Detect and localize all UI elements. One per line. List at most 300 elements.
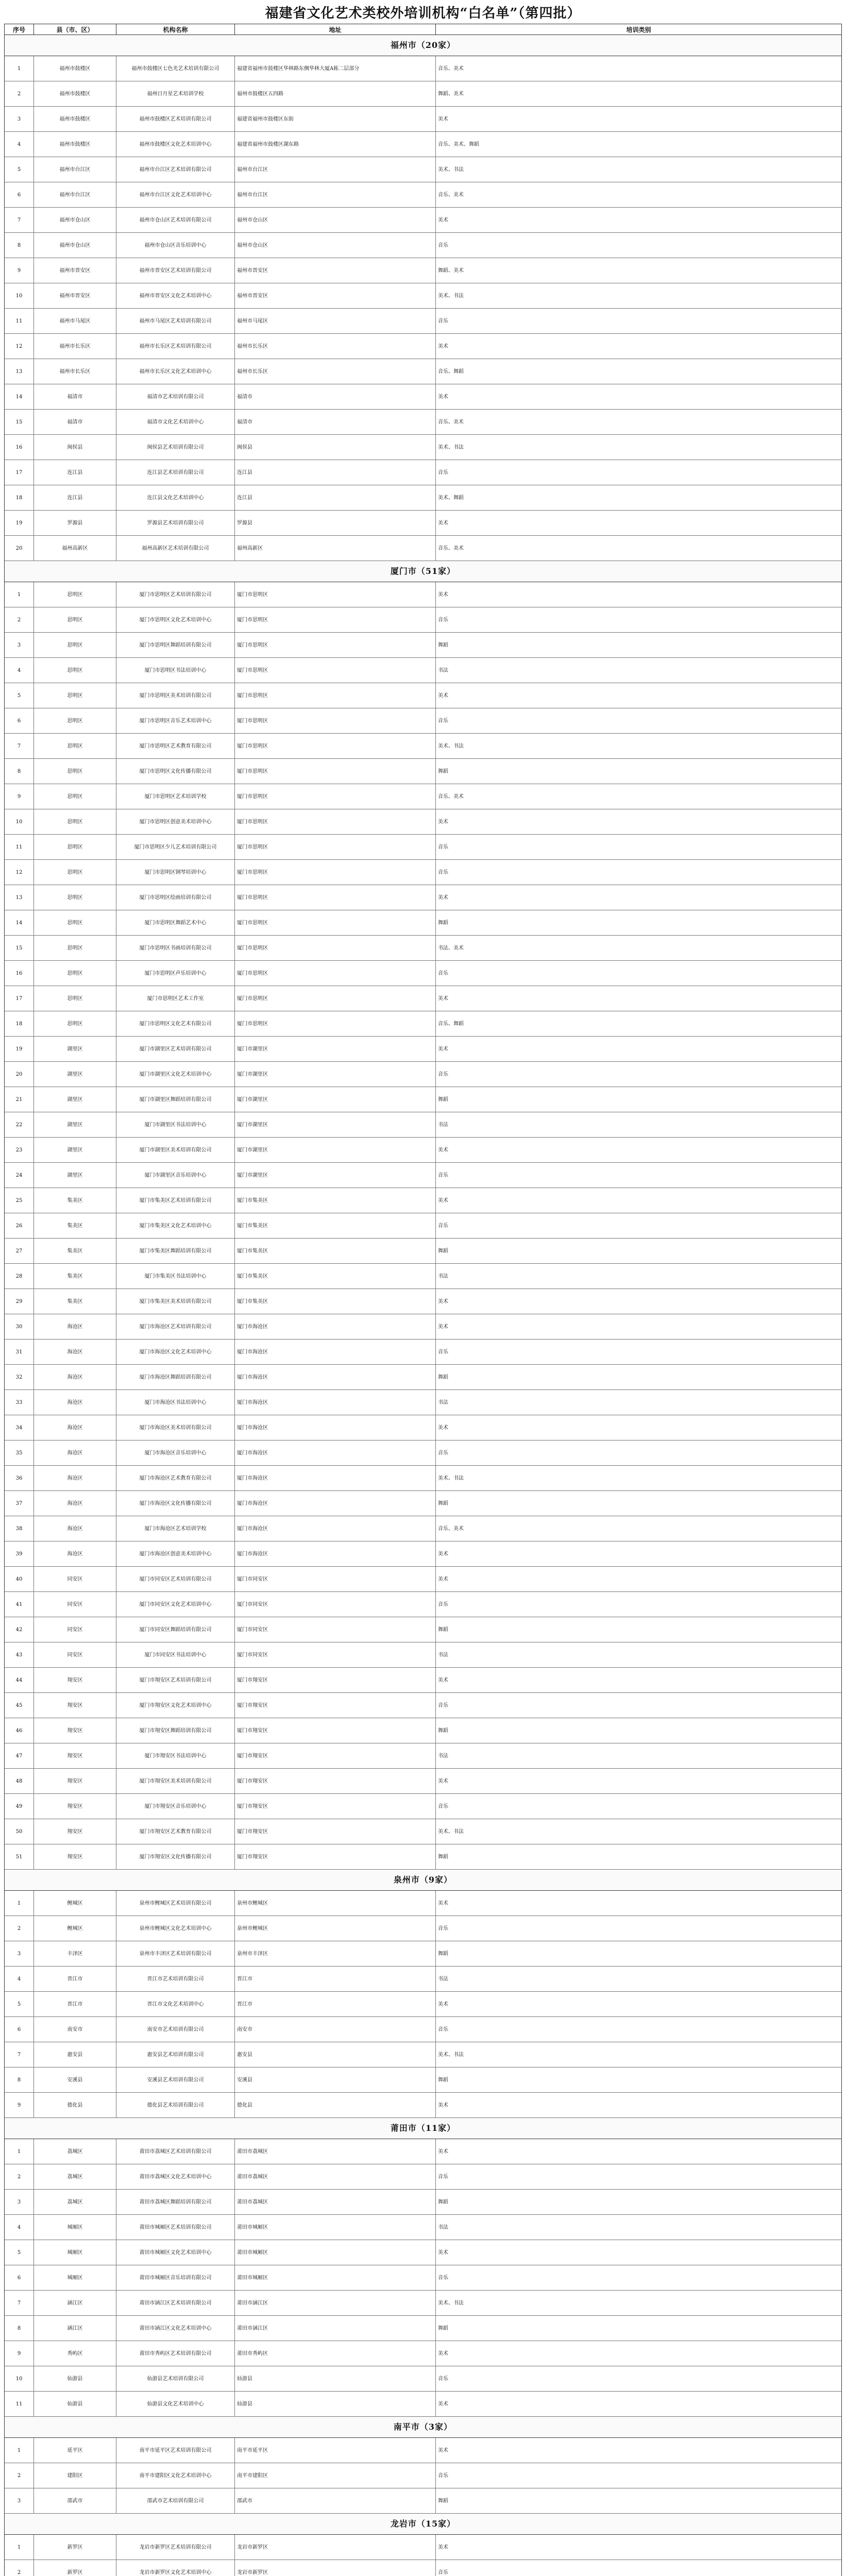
cell-seq: 27: [15, 1248, 23, 1254]
cell-county: 翔安区: [33, 1844, 116, 1869]
cell-address: 厦门市翔安区: [234, 1693, 435, 1718]
cell-seq: 13: [15, 894, 23, 901]
cell-category: 音乐: [435, 1916, 841, 1941]
cell-address: 福州市晋安区: [234, 258, 435, 283]
cell-category: 舞蹈: [435, 910, 841, 935]
cell-org: 龙岩市新罗区文化艺术培训中心: [116, 2560, 234, 2576]
table-row: [5, 384, 841, 410]
cell-category: 音乐、美术、舞蹈: [435, 132, 841, 157]
cell-seq: 15: [15, 945, 23, 951]
cell-address: 福建省福州市鼓楼区华林路东侧华林大厦A栋二层部分: [234, 56, 435, 81]
cell-county: 福州市仓山区: [33, 233, 116, 258]
cell-category: 舞蹈: [435, 1491, 841, 1516]
table-row: [5, 1112, 841, 1138]
cell-seq: 42: [15, 1626, 23, 1633]
cell-org: 德化县艺术培训有限公司: [116, 2093, 234, 2117]
table-row: [5, 1592, 841, 1617]
col-header-category: 培训类别: [435, 24, 841, 35]
cell-county: 翔安区: [33, 1718, 116, 1743]
cell-seq: 7: [17, 743, 21, 749]
cell-org: 龙岩市新罗区艺术培训有限公司: [116, 2535, 234, 2560]
cell-category: 舞蹈: [435, 2190, 841, 2214]
table-row: [5, 1844, 841, 1870]
table-row: [5, 2463, 841, 2488]
table-row: [5, 1289, 841, 1314]
cell-org: 厦门市海沧区文化艺术培训中心: [116, 1340, 234, 1364]
cell-address: 福州市马尾区: [234, 309, 435, 333]
table-row: [5, 2067, 841, 2093]
table-row: [5, 1567, 841, 1592]
cell-org: 厦门市湖里区音乐培训中心: [116, 1163, 234, 1188]
cell-address: 厦门市湖里区: [234, 1037, 435, 1061]
cell-org: 泉州市鲤城区文化艺术培训中心: [116, 1916, 234, 1941]
table-row: [5, 2093, 841, 2118]
cell-org: 厦门市集美区美术培训有限公司: [116, 1289, 234, 1314]
cell-org: 厦门市思明区舞蹈培训有限公司: [116, 633, 234, 657]
cell-address: 厦门市思明区: [234, 961, 435, 986]
table-row: [5, 182, 841, 208]
cell-address: 南平市建阳区: [234, 2463, 435, 2488]
cell-address: 厦门市同安区: [234, 1567, 435, 1591]
cell-seq: 2: [17, 91, 21, 97]
table-row: [5, 860, 841, 885]
cell-org: 厦门市集美区艺术培训有限公司: [116, 1188, 234, 1213]
cell-seq: 7: [17, 217, 21, 223]
cell-county: 涵江区: [33, 2291, 116, 2315]
cell-category: 音乐: [435, 961, 841, 986]
cell-org: 厦门市海沧区音乐培训中心: [116, 1440, 234, 1465]
cell-address: 厦门市湖里区: [234, 1062, 435, 1087]
document-title: 福建省文化艺术类校外培训机构“白名单”（第四批）: [265, 6, 581, 21]
table-row: [5, 1011, 841, 1037]
cell-seq: 2: [17, 617, 21, 623]
cell-seq: 22: [15, 1122, 23, 1128]
cell-seq: 28: [15, 1273, 23, 1279]
cell-category: 书法: [435, 2215, 841, 2240]
cell-address: 厦门市海沧区: [234, 1365, 435, 1389]
cell-address: 厦门市思明区: [234, 633, 435, 657]
cell-category: 书法: [435, 1967, 841, 1991]
cell-county: 集美区: [33, 1264, 116, 1289]
cell-category: 音乐: [435, 2164, 841, 2189]
table-row: [5, 658, 841, 683]
cell-seq: 29: [15, 1298, 23, 1304]
table-row: [5, 2316, 841, 2341]
cell-category: 舞蹈: [435, 1844, 841, 1869]
cell-address: 厦门市集美区: [234, 1188, 435, 1213]
cell-address: 莆田市荔城区: [234, 2139, 435, 2164]
cell-category: 舞蹈: [435, 1365, 841, 1389]
cell-county: 同安区: [33, 1592, 116, 1617]
cell-seq: 37: [15, 1500, 23, 1506]
cell-address: 莆田市荔城区: [234, 2164, 435, 2189]
cell-category: 美术、书法: [435, 2291, 841, 2315]
cell-county: 翔安区: [33, 1769, 116, 1793]
cell-seq: 49: [15, 1803, 23, 1809]
cell-org: 福州市台江区文化艺术培训中心: [116, 182, 234, 207]
cell-address: 福州市长乐区: [234, 359, 435, 384]
cell-org: 厦门市海沧区艺术教育有限公司: [116, 1466, 234, 1490]
cell-org: 厦门市同安区书法培训中心: [116, 1642, 234, 1667]
cell-county: 思明区: [33, 734, 116, 758]
cell-county: 思明区: [33, 683, 116, 708]
cell-seq: 18: [15, 495, 23, 501]
section-title: 厦门市（51家）: [5, 561, 841, 582]
cell-org: 厦门市思明区少儿艺术培训有限公司: [116, 835, 234, 859]
cell-county: 翔安区: [33, 1743, 116, 1768]
cell-address: 莆田市涵江区: [234, 2316, 435, 2341]
cell-county: 新罗区: [33, 2560, 116, 2576]
cell-org: 厦门市思明区艺术培训有限公司: [116, 582, 234, 607]
cell-org: 福州市仓山区音乐培训中心: [116, 233, 234, 258]
cell-org: 厦门市翔安区音乐培训中心: [116, 1794, 234, 1819]
table-row: [5, 1340, 841, 1365]
cell-county: 湖里区: [33, 1163, 116, 1188]
table-row: [5, 1718, 841, 1743]
cell-seq: 17: [15, 995, 23, 1002]
cell-category: 书法: [435, 1264, 841, 1289]
cell-category: 美术: [435, 2341, 841, 2366]
cell-category: 舞蹈: [435, 1941, 841, 1966]
cell-address: 厦门市思明区: [234, 582, 435, 607]
table-row: [5, 582, 841, 607]
table-row: [5, 2017, 841, 2042]
cell-category: 舞蹈: [435, 1617, 841, 1642]
cell-address: 福建省福州市鼓楼区东街: [234, 107, 435, 131]
cell-seq: 5: [17, 692, 21, 699]
cell-org: 莆田市城厢区艺术培训有限公司: [116, 2215, 234, 2240]
cell-category: 音乐: [435, 2463, 841, 2488]
cell-address: 厦门市海沧区: [234, 1314, 435, 1339]
cell-seq: 19: [15, 1046, 23, 1052]
cell-org: 莆田市荔城区舞蹈培训有限公司: [116, 2190, 234, 2214]
cell-address: 泉州市丰泽区: [234, 1941, 435, 1966]
cell-county: 集美区: [33, 1213, 116, 1238]
cell-address: 厦门市湖里区: [234, 1163, 435, 1188]
cell-county: 秀屿区: [33, 2341, 116, 2366]
cell-org: 晋江市艺术培训有限公司: [116, 1967, 234, 1991]
cell-county: 惠安县: [33, 2042, 116, 2067]
cell-county: 延平区: [33, 2438, 116, 2463]
cell-seq: 21: [15, 1096, 23, 1103]
cell-address: 闽侯县: [234, 435, 435, 460]
cell-category: 舞蹈: [435, 1087, 841, 1112]
cell-address: 莆田市荔城区: [234, 2190, 435, 2214]
cell-seq: 1: [17, 2148, 21, 2155]
table-row: [5, 936, 841, 961]
cell-category: 书法: [435, 1112, 841, 1137]
table-row: [5, 2042, 841, 2067]
cell-category: 音乐: [435, 1062, 841, 1087]
cell-category: 音乐、美术: [435, 1516, 841, 1541]
cell-org: 莆田市荔城区文化艺术培训中心: [116, 2164, 234, 2189]
cell-category: 美术: [435, 384, 841, 409]
cell-category: 舞蹈: [435, 2488, 841, 2513]
cell-address: 厦门市思明区: [234, 734, 435, 758]
table-row: [5, 708, 841, 734]
cell-org: 厦门市海沧区舞蹈培训有限公司: [116, 1365, 234, 1389]
cell-county: 涵江区: [33, 2316, 116, 2341]
cell-org: 福州市鼓楼区艺术培训有限公司: [116, 107, 234, 131]
table-row: [5, 1440, 841, 1466]
cell-address: 厦门市思明区: [234, 658, 435, 683]
table-row: [5, 784, 841, 809]
table-row: [5, 2341, 841, 2366]
cell-category: 美术、书法: [435, 734, 841, 758]
cell-county: 福清市: [33, 410, 116, 434]
cell-address: 厦门市翔安区: [234, 1668, 435, 1692]
cell-address: 莆田市城厢区: [234, 2265, 435, 2290]
col-header-address: 地址: [234, 24, 435, 35]
cell-county: 福州市马尾区: [33, 309, 116, 333]
cell-address: 福清市: [234, 384, 435, 409]
cell-org: 厦门市翔安区艺术教育有限公司: [116, 1819, 234, 1844]
cell-org: 仙游县文化艺术培训中心: [116, 2392, 234, 2416]
cell-county: 福州市鼓楼区: [33, 107, 116, 131]
table-row: [5, 1916, 841, 1941]
cell-seq: 5: [17, 166, 21, 173]
cell-org: 晋江市文化艺术培训中心: [116, 1992, 234, 2016]
cell-category: 音乐: [435, 1440, 841, 1465]
cell-org: 福州市鼓楼区文化艺术培训中心: [116, 132, 234, 157]
table-row: [5, 283, 841, 309]
table-row: [5, 1138, 841, 1163]
cell-org: 福州市马尾区艺术培训有限公司: [116, 309, 234, 333]
cell-county: 翔安区: [33, 1668, 116, 1692]
cell-category: 音乐: [435, 2017, 841, 2042]
cell-seq: 51: [15, 1854, 23, 1860]
cell-address: 厦门市集美区: [234, 1264, 435, 1289]
cell-category: 美术、书法: [435, 157, 841, 182]
cell-address: 福州市仓山区: [234, 208, 435, 232]
cell-county: 福州市鼓楼区: [33, 56, 116, 81]
cell-address: 厦门市海沧区: [234, 1440, 435, 1465]
cell-org: 厦门市湖里区美术培训有限公司: [116, 1138, 234, 1162]
cell-address: 厦门市海沧区: [234, 1491, 435, 1516]
cell-org: 厦门市翔安区文化艺术培训中心: [116, 1693, 234, 1718]
table-row: [5, 1668, 841, 1693]
table-row: [5, 1213, 841, 1239]
table-row: [5, 1516, 841, 1541]
cell-org: 福清市艺术培训有限公司: [116, 384, 234, 409]
table-row: [5, 1037, 841, 1062]
cell-category: 美术: [435, 1138, 841, 1162]
cell-seq: 1: [17, 2544, 21, 2550]
cell-org: 福州市晋安区艺术培训有限公司: [116, 258, 234, 283]
cell-address: 厦门市翔安区: [234, 1769, 435, 1793]
table-row: [5, 885, 841, 910]
cell-category: 美术: [435, 511, 841, 535]
cell-address: 邵武市: [234, 2488, 435, 2513]
cell-county: 荔城区: [33, 2190, 116, 2214]
table-row: [5, 2164, 841, 2190]
cell-org: 厦门市思明区美术培训有限公司: [116, 683, 234, 708]
cell-county: 集美区: [33, 1289, 116, 1314]
cell-address: 泉州市鲤城区: [234, 1916, 435, 1941]
cell-category: 音乐: [435, 309, 841, 333]
table-row: [5, 1541, 841, 1567]
cell-seq: 33: [15, 1399, 23, 1405]
cell-org: 厦门市思明区艺术工作室: [116, 986, 234, 1011]
cell-county: 海沧区: [33, 1340, 116, 1364]
cell-seq: 20: [15, 1071, 23, 1077]
cell-org: 福州高新区艺术培训有限公司: [116, 536, 234, 561]
cell-seq: 3: [17, 2498, 21, 2504]
cell-seq: 46: [15, 1727, 23, 1734]
cell-category: 书法: [435, 1390, 841, 1415]
cell-category: 音乐、美术: [435, 56, 841, 81]
cell-category: 美术: [435, 1188, 841, 1213]
cell-county: 思明区: [33, 860, 116, 885]
table-row: [5, 1264, 841, 1289]
cell-category: 音乐: [435, 1794, 841, 1819]
cell-org: 厦门市海沧区美术培训有限公司: [116, 1415, 234, 1440]
cell-county: 福州市长乐区: [33, 334, 116, 359]
cell-category: 舞蹈: [435, 2067, 841, 2092]
cell-category: 美术: [435, 107, 841, 131]
cell-address: 南平市延平区: [234, 2438, 435, 2463]
cell-seq: 13: [15, 368, 23, 375]
cell-seq: 3: [17, 642, 21, 648]
cell-org: 厦门市翔安区文化传播有限公司: [116, 1844, 234, 1869]
cell-county: 同安区: [33, 1567, 116, 1591]
cell-county: 思明区: [33, 885, 116, 910]
cell-county: 湖里区: [33, 1037, 116, 1061]
cell-county: 福州市鼓楼区: [33, 132, 116, 157]
cell-address: 厦门市思明区: [234, 835, 435, 859]
cell-seq: 6: [17, 718, 21, 724]
cell-category: 美术、书法: [435, 2042, 841, 2067]
cell-seq: 2: [17, 2569, 21, 2575]
cell-seq: 50: [15, 1828, 23, 1835]
cell-address: 厦门市翔安区: [234, 1844, 435, 1869]
cell-county: 思明区: [33, 986, 116, 1011]
cell-seq: 11: [15, 844, 23, 850]
cell-seq: 16: [15, 444, 23, 450]
cell-address: 厦门市海沧区: [234, 1390, 435, 1415]
table-row: [5, 1967, 841, 1992]
cell-category: 美术: [435, 1769, 841, 1793]
table-row: [5, 2215, 841, 2240]
cell-category: 美术: [435, 2093, 841, 2117]
cell-seq: 7: [17, 2052, 21, 2058]
cell-county: 晋江市: [33, 1967, 116, 1991]
cell-seq: 10: [15, 2376, 23, 2382]
cell-seq: 23: [15, 1147, 23, 1153]
cell-org: 仙游县艺术培训有限公司: [116, 2366, 234, 2391]
table-row: [5, 1188, 841, 1213]
table-row: [5, 2291, 841, 2316]
table-row: [5, 1743, 841, 1769]
cell-address: 厦门市湖里区: [234, 1112, 435, 1137]
cell-org: 厦门市翔安区书法培训中心: [116, 1743, 234, 1768]
cell-address: 福州市仓山区: [234, 233, 435, 258]
cell-category: 美术、书法: [435, 283, 841, 308]
cell-county: 海沧区: [33, 1466, 116, 1490]
cell-seq: 11: [15, 318, 23, 324]
cell-org: 厦门市海沧区文化传播有限公司: [116, 1491, 234, 1516]
cell-org: 厦门市湖里区文化艺术培训中心: [116, 1062, 234, 1087]
table-row: [5, 1794, 841, 1819]
cell-county: 海沧区: [33, 1314, 116, 1339]
table-row: [5, 2560, 841, 2576]
cell-county: 思明区: [33, 658, 116, 683]
table-row: [5, 1062, 841, 1087]
cell-seq: 1: [17, 65, 21, 72]
cell-county: 福州市台江区: [33, 157, 116, 182]
table-row: [5, 2366, 841, 2392]
cell-category: 音乐: [435, 835, 841, 859]
cell-county: 思明区: [33, 835, 116, 859]
cell-county: 思明区: [33, 582, 116, 607]
cell-county: 同安区: [33, 1642, 116, 1667]
cell-category: 美术、舞蹈: [435, 485, 841, 510]
cell-address: 厦门市湖里区: [234, 1087, 435, 1112]
table-row: [5, 410, 841, 435]
cell-category: 音乐、舞蹈: [435, 359, 841, 384]
cell-category: 音乐: [435, 1340, 841, 1364]
cell-category: 美术: [435, 334, 841, 359]
cell-address: 莆田市城厢区: [234, 2215, 435, 2240]
cell-address: 连江县: [234, 485, 435, 510]
cell-county: 湖里区: [33, 1112, 116, 1137]
cell-seq: 4: [17, 2224, 21, 2230]
cell-category: 舞蹈、美术: [435, 258, 841, 283]
cell-seq: 41: [15, 1601, 23, 1607]
cell-category: 美术: [435, 2240, 841, 2265]
table-row: [5, 986, 841, 1011]
table-row: [5, 2392, 841, 2417]
cell-org: 莆田市涵江区文化艺术培训中心: [116, 2316, 234, 2341]
table-row: [5, 2139, 841, 2164]
cell-county: 海沧区: [33, 1491, 116, 1516]
cell-org: 南平市延平区艺术培训有限公司: [116, 2438, 234, 2463]
cell-category: 美术: [435, 1992, 841, 2016]
cell-category: 音乐: [435, 708, 841, 733]
cell-org: 泉州市丰泽区艺术培训有限公司: [116, 1941, 234, 1966]
cell-county: 鲤城区: [33, 1891, 116, 1916]
cell-county: 翔安区: [33, 1794, 116, 1819]
cell-category: 音乐: [435, 1163, 841, 1188]
table-row: [5, 208, 841, 233]
table-row: [5, 435, 841, 460]
cell-org: 福州市仓山区艺术培训有限公司: [116, 208, 234, 232]
cell-seq: 9: [17, 793, 21, 800]
cell-org: 闽侯县艺术培训有限公司: [116, 435, 234, 460]
cell-address: 厦门市海沧区: [234, 1541, 435, 1566]
cell-seq: 43: [15, 1652, 23, 1658]
cell-org: 莆田市秀屿区艺术培训有限公司: [116, 2341, 234, 2366]
cell-category: 音乐: [435, 860, 841, 885]
cell-address: 厦门市湖里区: [234, 1138, 435, 1162]
cell-address: 福州市晋安区: [234, 283, 435, 308]
cell-category: 美术: [435, 683, 841, 708]
cell-address: 连江县: [234, 460, 435, 485]
cell-county: 海沧区: [33, 1440, 116, 1465]
cell-category: 音乐: [435, 233, 841, 258]
cell-county: 翔安区: [33, 1819, 116, 1844]
cell-category: 音乐: [435, 2265, 841, 2290]
cell-county: 思明区: [33, 607, 116, 632]
table-row: [5, 633, 841, 658]
cell-category: 美术: [435, 208, 841, 232]
cell-category: 音乐: [435, 1213, 841, 1238]
table-row: [5, 81, 841, 107]
cell-org: 厦门市海沧区创意美术培训中心: [116, 1541, 234, 1566]
cell-org: 福州市长乐区文化艺术培训中心: [116, 359, 234, 384]
cell-seq: 48: [15, 1778, 23, 1784]
cell-category: 舞蹈: [435, 1718, 841, 1743]
